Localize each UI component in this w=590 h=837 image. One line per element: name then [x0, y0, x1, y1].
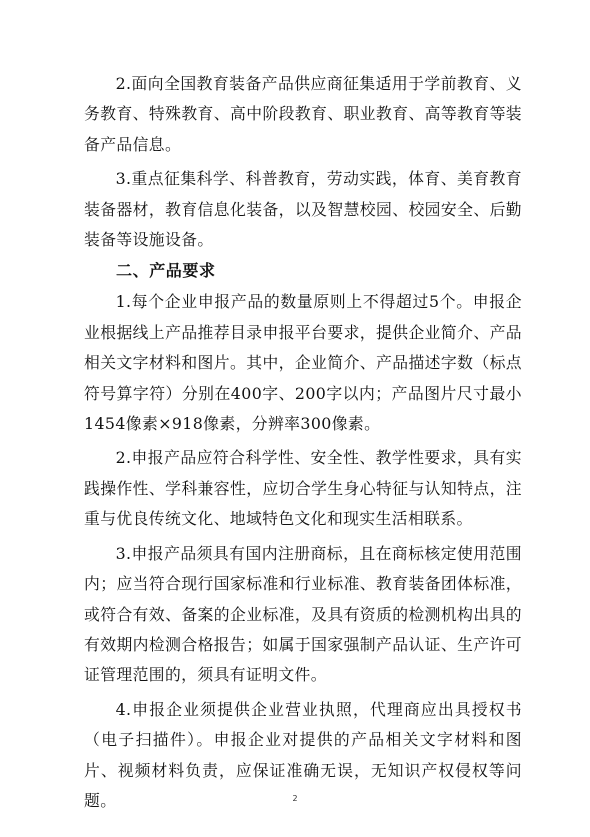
requirement-paragraph-3: 3.申报产品须具有国内注册商标，且在商标核定使用范围内；应当符合现行国家标准和行业标准、教育装备团体标准，或符合有效、备案的企业标准，及具有资质的检测机构出具的有效期内检测合格报告；如属于国家强制产品认证、生产许可证管理范围的，须具有证明文件。	[84, 543, 522, 685]
page-number: 2	[292, 794, 298, 803]
section-heading-product-requirements: 二、产品要求	[116, 261, 216, 281]
requirement-paragraph-2: 2.申报产品应符合科学性、安全性、教学性要求，具有实践操作性、学科兼容性，应切合学生身心特征与认知特点，注重与优良传统文化、地域特色文化和现实生活相联系。	[84, 448, 522, 529]
requirement-paragraph-1: 1.每个企业申报产品的数量原则上不得超过5个。申报企业根据线上产品推荐目录申报平台要求，提供企业简介、产品相关文字材料和图片。其中，企业简介、产品描述字数（标点符号算字符）分别在400字、200字以内；产品图片尺寸最小1454像素×918像素，分辨率300像素。	[84, 292, 522, 434]
paragraph-item-2: 2.面向全国教育装备产品供应商征集适用于学前教育、义务教育、特殊教育、高中阶段教育、职业教育、高等教育等装备产品信息。	[84, 74, 522, 154]
paragraph-item-3: 3.重点征集科学、科普教育，劳动实践，体育、美育教育装备器材，教育信息化装备，以及智慧校园、校园安全、后勤装备等设施设备。	[84, 169, 522, 250]
document-body	[84, 69, 522, 816]
requirement-paragraph-4: 4.申报企业须提供企业营业执照，代理商应出具授权书（电子扫描件）。申报企业对提供的产品相关文字材料和图片、视频材料负责，应保证准确无误，无知识产权侵权等问题。	[84, 699, 522, 810]
